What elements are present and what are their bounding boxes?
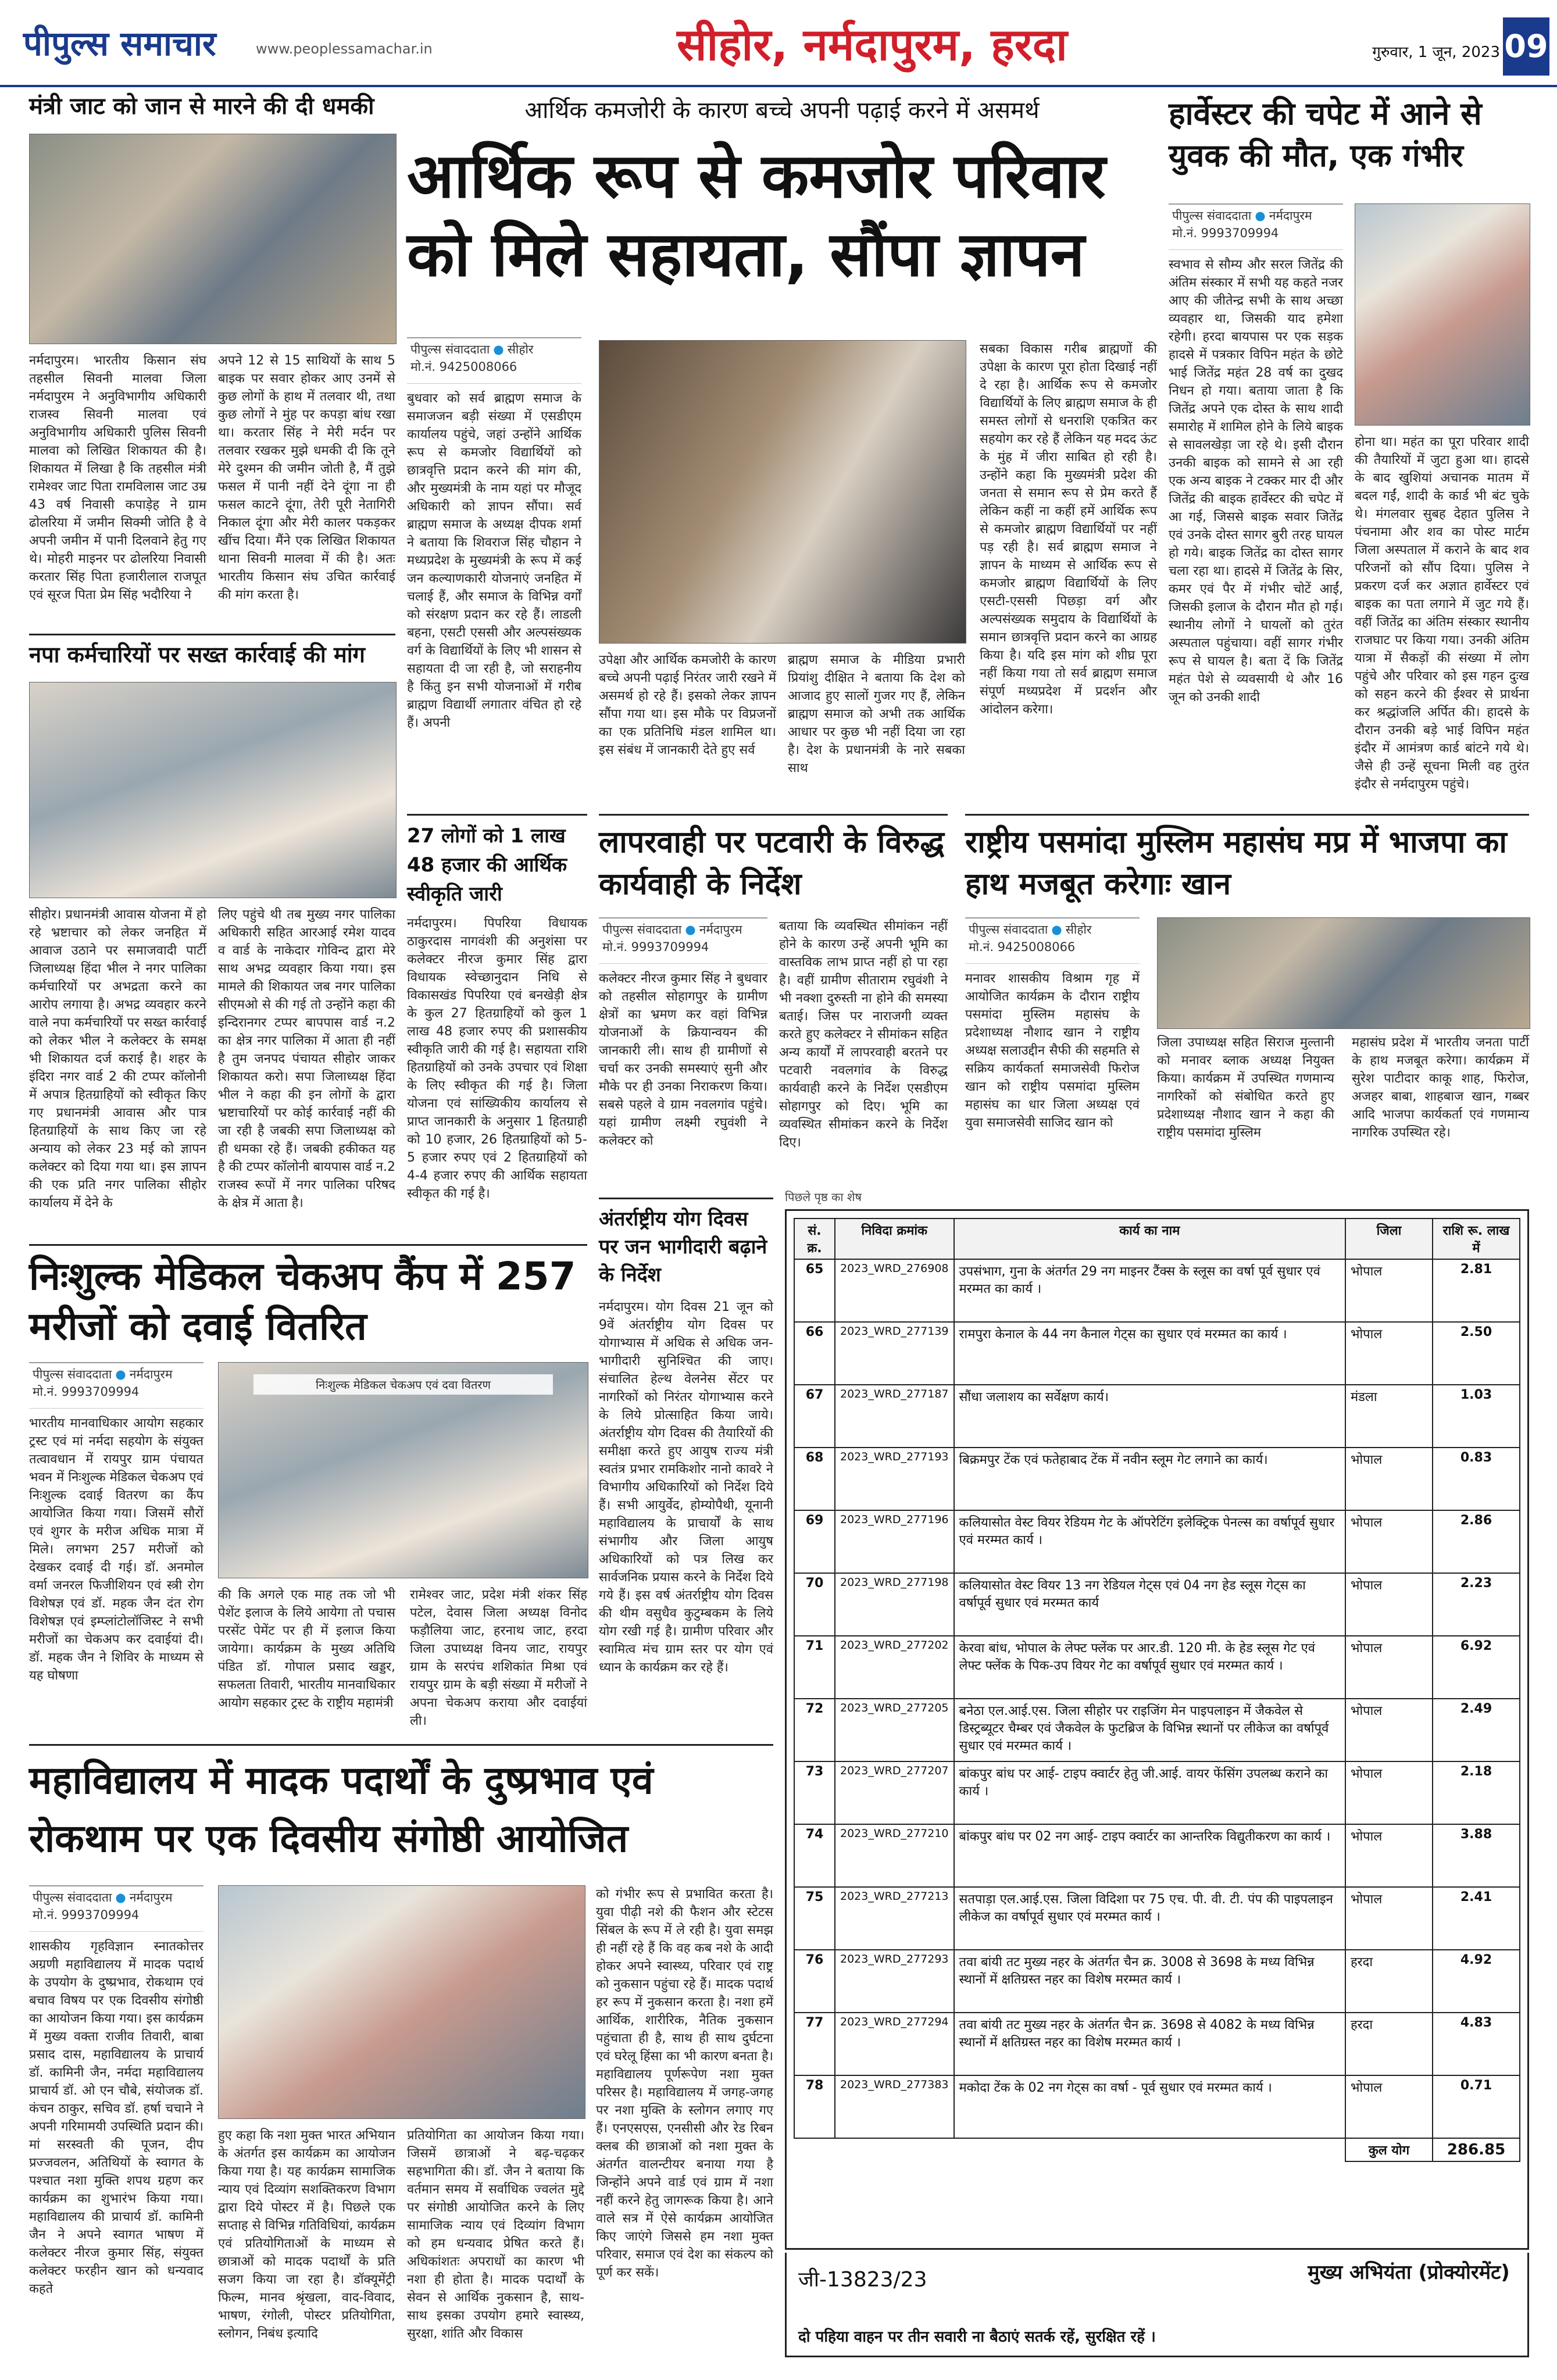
story-patwari-action <box>599 814 948 1186</box>
story-body: नर्मदापुरम। पिपरिया विधायक ठाकुरदास नागवंशी की अनुशंसा पर कलेक्टर नीरज कुमार सिंह द्वारा विधायक स्वेच्छानुदान निधि से विकासखंड पिपरिया एवं बनखेड़ी क्षेत्र के कुल 27 हितग्राहियों को कुल 1 लाख 48 हजार रुपए की प्रशासकीय स्वीकृति जारी की गई है। सहायता राशि हितग्राहियों को उनके उपचार एवं शिक्षा के लिए स्वीकृत की गई है। जिला योजना एवं सांख्यिकीय कार्यालय से प्राप्त जानकारी के अनुसार 1 हितग्राही को 10 हजार, 26 हितग्राहियों को 5-5 हजार रुपए एवं 2 हितग्राहियों को 4-4 हजार रुपए की आर्थिक सहायता स्वीकृत की गई है। <box>407 916 587 1201</box>
byline <box>29 1885 203 1932</box>
cell-sn: 70 <box>794 1573 835 1636</box>
headline: अंतर्राष्ट्रीय योग दिवस पर जन भागीदारी बढ़ाने के निर्देश <box>599 1207 767 1287</box>
story-column: ब्राह्मण समाज के मीडिया प्रभारी प्रियांशु दीक्षित ने बताया कि देश को आजाद हुए सालों गुजर गए हैं, लेकिन ब्राह्मण समाज को अभी तक आर्थिक आधार पर कुछ भी नहीं दिया जा रहा है। देश के प्रधानमंत्री के नारे सबका साथ <box>788 653 965 776</box>
cell-amount: 2.23 <box>1433 1573 1520 1636</box>
cell-amount: 2.41 <box>1433 1887 1520 1950</box>
header-sn: सं. क्र. <box>794 1218 835 1259</box>
photo-mahasangh-event <box>1157 917 1530 1029</box>
cell-sn: 71 <box>794 1636 835 1699</box>
headline: नपा कर्मचारियों पर सख्त कार्रवाई की मांग <box>29 642 365 667</box>
cell-tender-no: 2023_WRD_277193 <box>835 1448 954 1510</box>
story-body: नर्मदापुरम। योग दिवस 21 जून को 9वें अंतर्राष्ट्रीय योग दिवस पर योगाभ्यास में अधिक से अधिक जन-भागीदारी सुनिश्चित की जाए। संचालित हेल्थ वेलनेस सेंटर पर नागरिकों को निरंतर योगाभ्यास करने के लिये प्रोत्साहित किया जाये। अंतर्राष्ट्रीय योग दिवस की तैयारियों की समीक्षा करते हुए आयुष राज्य मंत्री स्वतंत्र प्रभार रामकिशोर नानो कावरे ने विभागीय अधिकारियों को निर्देश दिये हैं। सभी आयुर्वेद, होम्योपैथी, यूनानी महाविद्यालय के प्राचार्यों के साथ संभागीय और जिला आयुष अधिकारियों को पत्र लिख कर सार्वजनिक प्रयास करने के निर्देश दिये गये हैं। इस वर्ष अंतर्राष्ट्रीय योग दिवस की थीम वसुधैव कुटुम्बकम के लिये योग रखी गई है। ग्रामीण परिवार और स्वामित्व मंच ग्राम स्तर पर योग एवं ध्यान के कार्यक्रम कर रहे हैं। <box>599 1300 773 1675</box>
cell-district: हरदा <box>1345 2013 1433 2075</box>
cell-sn: 74 <box>794 1824 835 1887</box>
cell-district: भोपाल <box>1345 1322 1433 1385</box>
story-column: स्वभाव से सौम्य और सरल जितेंद्र की अंतिम संस्कार में सभी यह कहते नजर आए की जीतेन्द्र सभी के साथ अच्छा व्यवहार था, जिसकी याद हमेशा रहेगी। हरदा बायपास पर एक सड़क हादसे में पत्रकार विपिन महंत के छोटे भाई जितेंद्र महंत 28 वर्ष का दुखद निधन हो गया। बताया जाता है कि जितेंद्र अपने एक दोस्त के साथ शादी समारोह में शामिल होने के लिये बाइक से सावलखेड़ा जा रहे थे। इसी दौरान उनकी बाइक को सामने से आ रही एक अन्य बाइक ने टक्कर मार दी और जितेंद्र की बाइक हार्वेस्टर की चपेट में आ गई, जिससे बाइक सवार जितेंद्र एवं उनके दोस्त सागर बुरी तरह घायल हो गये। बाइक जितेंद्र का दोस्त सागर चला रहा था। हादसे में जितेंद्र के सिर, कमर एवं पैर में गंभीर चोटें आईं, जिसकी इलाज के दौरान मौत हो गई। स्थानीय लोगों ने घायलों को तुरंत अस्पताल पहुंचाया। वहीं सागर गंभीर रूप से घायल है। बता दें कि जितेंद्र महंत पेशे से व्यवसायी थे और 16 जून को उनकी शादी <box>1169 258 1343 705</box>
headline: लापरवाही पर पटवारी के विरुद्ध कार्यवाही के निर्देश <box>599 825 945 902</box>
mobile: मो.नं. 9425008066 <box>410 360 517 374</box>
story-column: होना था। महंत का पूरा परिवार शादी की तैयारियों में जुटा हुआ था। हादसे के बाद खुशियां अचानक मातम में बदल गईं, शादी के कार्ड भी बंट चुके थे। मंगलवार सुबह देहात पुलिस ने पंचनामा और शव का पोस्ट मार्टम जिला अस्पताल में कराने के बाद शव परिजनों को सौंप दिया। पुलिस ने प्रकरण दर्ज कर अज्ञात हार्वेस्टर एवं बाइक का पता लगाने में जुट गये हैं। वहीं जितेंद्र का अंतिम संस्कार स्थानीय राजघाट पर किया गया। उनकी अंतिम यात्रा में सैकड़ों की संख्या में लोग पहुंचे और परिवार को इस गहन दुःख को सहन करने की ईश्वर से प्रार्थना कर श्रद्धांजलि अर्पित की। हादसे के दौरान उनकी बड़े भाई विपिन महंत इंदौर में आमंत्रण कार्ड बांटने गये थे। जैसे ही उन्हें सूचना मिली वह तुरंत इंदौर से नर्मदापुरम पहुंचे। <box>1355 435 1529 792</box>
byline <box>1169 203 1343 250</box>
cell-sn: 75 <box>794 1887 835 1950</box>
tender-footer <box>785 2253 1529 2357</box>
story-column: बताया कि व्यवस्थित सीमांकन नहीं होने के कारण उन्हें अपनी भूमि का वास्तविक लाभ प्राप्त नहीं हो पा रहा है। वहीं ग्रामीण सीताराम रघुवंशी ने भी नक्शा दुरुस्ती ना होने की समस्या बताई। जिस पर नाराजगी व्यक्त करते हुए कलेक्टर ने सीमांकन सहित अन्य कार्यों में लापरवाही बरतने पर पटवारी नवलगांव के विरुद्ध कार्यवाही करने के निर्देश एसडीएम सोहागपुर को दिए। भूमि का व्यवस्थित सीमांकन करने के निर्देश दिए। <box>779 919 948 1150</box>
cell-district: भोपाल <box>1345 1699 1433 1761</box>
byline <box>599 917 767 964</box>
story-column: लिए पहुंचे थी तब मुख्य नगर पालिका अधिकारी सहित आरआई रमेश यादव व वार्ड के नाकेदार गोविन्द द्वारा मेरे साथ अभद्र व्यवहार किया गया। इस मामले की शिकायत जब नगर पालिका सीएमओ से की गई तो उन्होंने कहा की इन्दिरानगर टप्पर बापपास वार्ड न.2 का क्षेत्र नगर पालिका में आता ही नहीं है तुम जनपद पंचायत सीहोर जाकर शिकायत करो। सपा जिलाध्यक्ष हिंदा भील ने कहा की इन लोगों के द्वारा भ्रष्टाचारियों पर कोई कार्रवाई नहीं की जा रही है जबकी सपा जिलाध्यक्ष को ही धमका रहे हैं। जबकी हकीकत यह है की टप्पर कॉलोनी बायपास वार्ड न.2 राजस्व रूपों में नगर पालिका परिषद के क्षेत्र में आता है। <box>218 907 395 1210</box>
cell-amount: 6.92 <box>1433 1636 1520 1699</box>
cell-district: भोपाल <box>1345 1887 1433 1950</box>
cell-amount: 0.83 <box>1433 1448 1520 1510</box>
dot: ● <box>1255 209 1266 223</box>
cell-tender-no: 2023_WRD_277198 <box>835 1573 954 1636</box>
cell-tender-no: 2023_WRD_277196 <box>835 1510 954 1573</box>
cell-sn: 68 <box>794 1448 835 1510</box>
dot: ● <box>115 1367 126 1381</box>
story-pasmanda-mahasangh <box>965 814 1529 1186</box>
byline <box>29 1362 203 1409</box>
story-column: कलेक्टर नीरज कुमार सिंह ने बुधवार को तहसील सोहागपुर के ग्रामीण क्षेत्रों का भ्रमण कर वहां विभिन्न योजनाओं के क्रियान्वयन की जानकारी ली। साथ ही ग्रामीणों से चर्चा कर उनकी समस्याएं सुनी और मौके पर ही उनका निराकरण किया। सबसे पहले वे ग्राम नवलगांव पहुंचे। यहां ग्रामीण लक्ष्मी रघुवंशी ने कलेक्टर को <box>599 971 767 1148</box>
story-column: नर्मदापुरम। भारतीय किसान संघ तहसील सिवनी मालवा जिला नर्मदापुरम ने अनुविभागीय अधिकारी राजस्व सिवनी मालवा एवं अनुविभागीय अधिकारी पुलिस सिवनी मालवा को लिखित शिकायत की है। शिकायत में लिखा है कि तहसील मंत्री रामेश्वर जाट पिता रामविलास जाट उम्र 43 वर्ष निवासी कपाड़ेह ने ग्राम ढोलरिया में जमीन सिक्मी जोति है वे अपनी जमीन में पानी दिलवाने हेतु गए थे। मोहरी माइनर पर ढोलरिया निवासी करतार सिंह पिता हजारीलाल राजपूत एवं सूरज पिता प्रेम सिंह भदौरिया ने <box>29 353 206 602</box>
cell-amount: 4.83 <box>1433 2013 1520 2075</box>
cell-tender-no: 2023_WRD_277207 <box>835 1761 954 1824</box>
cell-work: बनेठा एल.आई.एस. जिला सीहोर पर राइजिंग मेन पाइपलाइन में जैकवेल से डिस्ट्रब्यूटर चैम्बर एवं जैकवेल के फुटब्रिज के विभिन्न स्थानों पर लीकेज का वर्षापूर्व सुधार एवं मरम्मत कार्य । <box>954 1699 1345 1761</box>
photo-office-meeting <box>29 682 397 898</box>
cell-district: भोपाल <box>1345 2075 1433 2138</box>
dot: ● <box>685 923 696 937</box>
headline: मंत्री जाट को जान से मारने की दी धमकी <box>29 93 374 120</box>
story-column: सबका विकास गरीब ब्राह्मणों की उपेक्षा के कारण पूरा होता दिखाई नहीं दे रहा है। आर्थिक रूप से कमजोर विद्यार्थियों के लिए ब्राह्मण समाज के ही समस्त लोगों से धनराशि एकत्रित कर सहयोग कर रहे हैं लेकिन यह मदद ऊंट के मुंह में जीरा साबित हो रही है। उन्होंने कहा कि मुख्यमंत्री प्रदेश की जनता से समान रूप से प्रेम करते हैं लेकिन कहीं ना कहीं हमें आर्थिक रूप से कमजोर ब्राह्मण विद्यार्थियों पर नहीं पड़ रही है। सर्व ब्राह्मण समाज ने ज्ञापन के माध्यम से आर्थिक रूप से कमजोर ब्राह्मण विद्यार्थियों के लिए एसटी-एससी पिछड़ा वर्ग और अल्पसंख्यक समुदाय के विद्यार्थियों के समान छात्रवृत्ति प्रदान करने का आग्रह किया है। यदि इस मांग को शीघ्र पूरा नहीं किया गया तो सर्व ब्राह्मण समाज संपूर्ण मध्यप्रदेश में प्रदर्शन और आंदोलन करेगा। <box>980 342 1157 717</box>
engineer-signature: मुख्य अभियंता (प्रोक्योरमेंट) <box>1308 2261 1510 2284</box>
cell-work: उपसंभाग, गुना के अंतर्गत 29 नग माइनर टैंक्स के स्लूस का वर्षा पूर्व सुधार एवं मरम्मत का कार्य । <box>954 1259 1345 1322</box>
story-column: की कि अगले एक माह तक जो भी पेशेंट इलाज के लिये आयेगा तो पचास परसेंट पेमेंट पर ही में इलाज किया जायेगा। कार्यक्रम के मुख्य अतिथि पंडित डॉ. गोपाल प्रसाद खड्डर, सफलता तिवारी, भारतीय मानवाधिकार आयोग सहकार ट्रस्ट के राष्ट्रीय महामंत्री <box>218 1588 395 1710</box>
byline-name: पीपुल्स संवाददाता <box>602 923 682 937</box>
byline-name: पीपुल्स संवाददाता <box>1172 209 1252 223</box>
story-column: बुधवार को सर्व ब्राह्मण समाज के समाजजन बड़ी संख्या में एसडीएम कार्यालय पहुंचे, जहां उन्होंने आर्थिक रूप से कमजोर विद्यार्थियों को छात्रवृत्ति प्रदान करने की मांग की, और मुख्यमंत्री के नाम यहां पर मौजूद अधिकारी को ज्ञापन सौंपा। सर्व ब्राह्मण समाज के अध्यक्ष दीपक शर्मा ने बताया कि शिवराज सिंह चौहान ने मध्यप्रदेश के मुख्यमंत्री के रूप में कई जन कल्याणकारी योजनाएं जनहित में चलाई हैं, और समाज के विभिन्न वर्गों को संरक्षण प्रदान कर रहे हैं। लाडली बहना, एसटी एससी और अल्पसंख्यक वर्ग के विद्यार्थियों के लिए भी शासन से सहायता दी जा रही है, जो सराहनीय है किंतु इन सभी योजनाओं में गरीब ब्राह्मण विद्यार्थी लगातार वंचित हो रहे हैं। अपनी <box>407 391 581 730</box>
story-column: महासंघ प्रदेश में भारतीय जनता पार्टी के हाथ मजबूत करेगा। कार्यक्रम में सुरेश पाटीदार काकू शाह, फिरोज, अजहर बाबा, शाहबाज खान, गब्बर आदि भाजपा कार्यकर्ता एवं गणमान्य नागरिक उपस्थित रहे। <box>1352 1035 1529 1140</box>
byline-place: नर्मदापुरम <box>129 1367 173 1381</box>
cell-sn: 67 <box>794 1385 835 1448</box>
headline: राष्ट्रीय पसमांदा मुस्लिम महासंघ मप्र में भाजपा का हाथ मजबूत करेगाः खान <box>965 825 1507 902</box>
story-column: भारतीय मानवाधिकार आयोग सहकार ट्रस्ट एवं मां नर्मदा सहयोग के संयुक्त तत्वावधान में रायपुर ग्राम पंचायत भवन में निःशुल्क मेडिकल चेकअप एवं निःशुल्क दवाई वितरण का कैंप आयोजित किया गया। जिसमें सौरों एवं शुगर के मरीज अधिक मात्रा में मिले। लगभग 257 मरीजों को देखकर दवाई दी गई। डॉ. अनमोल वर्मा जनरल फिजीशियन एवं स्त्री रोग विशेषज्ञ एवं डॉ. महक जैन दंत रोग विशेषज्ञ एवं इम्प्लांटोलॉजिस्ट ने सभी मरीजों का चेकअप कर दवाईयां दी। डॉ. महक जैन ने शिविर के माध्यम से यह घोषणा <box>29 1416 203 1683</box>
safety-slogan: दो पहिया वाहन पर तीन सवारी ना बैठाएं सतर्क रहें, सुरक्षित रहें । <box>798 2328 1156 2346</box>
story-column: उपेक्षा और आर्थिक कमजोरी के कारण बच्चे अपनी पढ़ाई निरंतर जारी रखने में असमर्थ हो रहे हैं। इसको लेकर ज्ञापन सौंपा गया था। इस मौके पर विप्रजनों का एक प्रतिनिधि मंडल शामिल था। इस संबंध में जानकारी देते हुए सर्व <box>599 653 776 757</box>
headline: महाविद्यालय में मादक पदार्थों के दुष्प्रभाव एवं रोकथाम पर एक दिवसीय संगोष्ठी आयोजित <box>29 1758 653 1861</box>
cell-work: बिक्रमपुर टेंक एवं फतेहाबाद टेंक में नवीन स्लूम गेट लगाने का कार्य। <box>954 1448 1345 1510</box>
masthead <box>0 0 1557 87</box>
table-row <box>794 1448 1520 1510</box>
story-brahmin-memorandum <box>407 93 1157 808</box>
byline-place: सीहोर <box>1065 923 1092 937</box>
story-column: जिला उपाध्यक्ष सहित सिराज मुल्तानी को मनावर ब्लाक अध्यक्ष नियुक्त किया। कार्यक्रम में उपस्थित गणमान्य नागरिकों को संबोधित करते हुए प्रदेशाध्यक्ष नौशाद खान ने कहा की राष्ट्रीय पसमांदा मुस्लिम <box>1157 1035 1334 1140</box>
mobile: मो.नं. 9993709994 <box>1172 226 1279 240</box>
cell-district: भोपाल <box>1345 1761 1433 1824</box>
cell-work: सतपाड़ा एल.आई.एस. जिला विदिशा पर 75 एच. पी. वी. टी. पंप की पाइपलाइन लीकेज का वर्षापूर्व सुधार एवं मरम्मत कार्य । <box>954 1887 1345 1950</box>
cell-district: भोपाल <box>1345 1259 1433 1322</box>
cell-tender-no: 2023_WRD_277202 <box>835 1636 954 1699</box>
continued-label: पिछले पृष्ठ का शेष <box>785 1190 862 1204</box>
cell-district: मंडला <box>1345 1385 1433 1448</box>
page-number: 09 <box>1503 17 1549 76</box>
cell-tender-no: 2023_WRD_277187 <box>835 1385 954 1448</box>
photo-medical-camp <box>218 1362 588 1578</box>
cell-amount: 4.92 <box>1433 1950 1520 2013</box>
story-harvester-accident <box>1169 93 1529 808</box>
byline-place: सीहोर <box>507 342 534 356</box>
cell-work: मकोदा टेंक के 02 नग गेट्स का वर्षा - पूर्व सुधार एवं मरम्मत कार्य । <box>954 2075 1345 2138</box>
story-column: अपने 12 से 15 साथियों के साथ 5 बाइक पर सवार होकर आए उनमें से कुछ लोगों के हाथ में तलवार थी, तथा कुछ लोगों ने मुंह पर कपड़ा बांध रखा था। करतार सिंह ने मेरी मर्दन पर तलवार रखकर मुझे धमकी दी कि तूने मेरे दुश्मन की जमीन जोती है, मैं तुझे फसल में पानी नहीं देने दूंगा ना ही फसल काटने दूंगा, तेरी पूरी नेतागिरी निकाल दूंगा और मेरी कालर पकड़कर खींच दिया। मैंने एक लिखित शिकायत थाना सिवनी मालवा में की है। अतः भारतीय किसान संघ उचित कार्रवाई की मांग करता है। <box>218 353 395 602</box>
total-row <box>794 2138 1520 2161</box>
mobile: मो.नं. 9993709994 <box>33 1908 140 1922</box>
story-column: सीहोर। प्रधानमंत्री आवास योजना में हो रहे भ्रष्टाचार को लेकर जनहित में आवाज उठाने पर समाजवादी पार्टी जिलाध्यक्ष हिंदा भील ने नगर पालिका कर्मचारियों पर अभद्रता करने का आरोप लगाया है। अभद्र व्यवहार करने वाले नपा कर्मचारियों पर सख्त कार्रवाई को लेकर भील ने कलेक्टर के समक्ष भी शिकायत दर्ज कराई है। शहर के इंदिरा नगर वार्ड 2 की टप्पर कॉलोनी में अपात्र हितग्राहियों को स्वीकृत किए गए प्रधानमंत्री आवास और पात्र हितग्राहियों के साथ किए जा रहे अन्याय को लेकर 23 मई को ज्ञापन कलेक्टर को दिया गया था। इस ज्ञापन की एक प्रति नगर पालिका सीहोर कार्यालय में देने के <box>29 907 206 1210</box>
byline-place: नर्मदापुरम <box>699 923 742 937</box>
headline: निःशुल्क मेडिकल चेकअप कैंप में 257 मरीजों को दवाई वितरित <box>29 1254 576 1349</box>
cell-district: भोपाल <box>1345 1573 1433 1636</box>
byline-name: पीपुल्स संवाददाता <box>969 923 1048 937</box>
byline-place: नर्मदापुरम <box>129 1891 173 1904</box>
section-title: सीहोर, नर्मदापुरम, हरदा <box>677 19 1067 70</box>
story-medical-camp <box>29 1244 587 1732</box>
headline: हार्वेस्टर की चपेट में आने से युवक की मौत, एक गंभीर <box>1169 95 1482 174</box>
cell-work: बांकपुर बांध पर 02 नग आई- टाइप क्वार्टर का आन्तरिक विद्युतीकरण का कार्य । <box>954 1824 1345 1887</box>
story-financial-aid <box>407 814 587 1291</box>
table-row <box>794 1761 1520 1824</box>
cell-work: तवा बांयी तट मुख्य नहर के अंतर्गत चैन क्र. 3008 से 3698 के मध्य विभिन्न स्थानों में क्षतिग्रस्त नहर का विशेष मरम्मत कार्य । <box>954 1950 1345 2013</box>
cell-district: भोपाल <box>1345 1824 1433 1887</box>
cell-amount: 1.03 <box>1433 1385 1520 1448</box>
page-date: गुरुवार, 1 जून, 2023 <box>1372 44 1500 61</box>
banner-caption: निःशुल्क मेडिकल चेकअप एवं दवा वितरण <box>253 1374 553 1395</box>
cell-tender-no: 2023_WRD_277294 <box>835 2013 954 2075</box>
cell-work: सौंधा जलाशय का सर्वेक्षण कार्य। <box>954 1385 1345 1448</box>
story-minister-threat <box>29 93 395 634</box>
cell-work: तवा बांयी तट मुख्य नहर के अंतर्गत चैन क्र. 3698 से 4082 के मध्य विभिन्न स्थानों में क्षतिग्रस्त नहर का विशेष मरम्मत कार्य । <box>954 2013 1345 2075</box>
cell-sn: 72 <box>794 1699 835 1761</box>
dot: ● <box>493 342 504 356</box>
photo-victim-portrait <box>1355 203 1530 426</box>
cell-tender-no: 2023_WRD_277293 <box>835 1950 954 2013</box>
byline-name: पीपुल्स संवाददाता <box>33 1891 112 1904</box>
mobile: मो.नं. 9993709994 <box>33 1385 140 1399</box>
story-column: शासकीय गृहविज्ञान स्नातकोत्तर अग्रणी महाविद्यालय में मादक पदार्थ के उपयोग के दुष्प्रभाव, रोकथाम एवं बचाव विषय पर एक दिवसीय संगोष्ठी का आयोजन किया गया। इस कार्यक्रम में मुख्य वक्ता राजीव तिवारी, बाबा प्रसाद दास, महाविद्यालय के प्राचार्य डॉ. कामिनी जैन, नर्मदा महाविद्यालय प्राचार्य डॉ. ओ एन चौबे, संयोजक डॉ. कंचन ठाकुर, सचिव डॉ. हर्षा चचाने ने अपनी गरिमामयी उपस्थिति प्रदान की। मां सरस्वती की पूजन, दीप प्रज्जवलन, अतिथियों के स्वागत के पश्चात नशा मुक्ति शपथ ग्रहण कर कार्यक्रम का शुभारंभ किया गया। महाविद्यालय की प्राचार्य डॉ. कामिनी जैन ने अपने स्वागत भाषण में कलेक्टर नीरज कुमार सिंह, संयुक्त कलेक्टर फरहीन खान को धन्यवाद कहते <box>29 1939 203 2296</box>
cell-work: रामपुरा केनाल के 44 नग कैनाल गेट्स का सुधार एवं मरम्मत का कार्य । <box>954 1322 1345 1385</box>
cell-amount: 2.49 <box>1433 1699 1520 1761</box>
table-row <box>794 1887 1520 1950</box>
cell-amount: 2.18 <box>1433 1761 1520 1824</box>
cell-work: बांकपुर बांध पर आई- टाइप क्वार्टर हेतु जी.आई. वायर फेंसिंग उपलब्ध कराने का कार्य । <box>954 1761 1345 1824</box>
story-column: मनावर शासकीय विश्राम गृह में आयोजित कार्यक्रम के दौरान राष्ट्रीय पसमांदा मुस्लिम महासंघ के प्रदेशाध्यक्ष नौशाद खान ने राष्ट्रीय अध्यक्ष सलाउद्दीन सैफी की सहमति से सक्रिय कार्यकर्ता समाजसेवी फिरोज खान को राष्ट्रीय पसमांदा मुस्लिम महासंघ का धार जिला अध्यक्ष एवं युवा समाजसेवी साजिद खान को <box>965 971 1140 1130</box>
table-row <box>794 1573 1520 1636</box>
tender-table <box>794 1218 1520 2162</box>
byline-place: नर्मदापुरम <box>1269 209 1312 223</box>
story-column: को गंभीर रूप से प्रभावित करता है। युवा पीढ़ी नशे की फैशन और स्टेटस सिंबल के रूप में ले रही है। युवा समझ ही नहीं रहे हैं कि वह कब नशे के आदी होकर अपने स्वास्थ्य, परिवार एवं राष्ट्र को नुकसान पहुंचा रहे हैं। मादक पदार्थ हर रूप में नुकसान करता है। नशा हमें आर्थिक, शारीरिक, नैतिक नुकसान पहुंचाता ही है, साथ ही साथ दुर्घटना एवं घरेलू हिंसा का भी कारण बनता है। महाविद्यालय पूर्णरूपेण नशा मुक्त परिसर है। महाविद्यालय में जगह-जगह पर नशा मुक्ति के स्लोगन लगाए गए हैं। एनएसएस, एनसीसी और रेड रिबन क्लब की छात्राओं को नशा मुक्त के अंतर्गत वालन्टीयर बनाया गया है जिन्होंने अपने वार्ड एवं ग्राम में नशा नहीं करने हेतु जागरूक किया है। आने वाले सत्र में ऐसे कार्यक्रम आयोजित किए जाएंगे जिससे हम नशा मुक्त परिवार, समाज एवं देश का संकल्प को पूर्ण कर सकें। <box>596 1887 773 2280</box>
cell-sn: 78 <box>794 2075 835 2138</box>
cell-sn: 69 <box>794 1510 835 1573</box>
tender-notice <box>785 1189 1529 2363</box>
table-row <box>794 2013 1520 2075</box>
story-column: रामेश्वर जाट, प्रदेश मंत्री शंकर सिंह पटेल, देवास जिला अध्यक्ष विनोद फड़ौलिया जाट, हरनाथ जाट, हरदा जिला उपाध्यक्ष विनय जाट, रायपुर ग्राम के सरपंच शशिकांत मिश्रा एवं रायपुर ग्राम के बड़ी संख्या में मरीजों ने अपना चेकअप कराया और दवाईयां ली। <box>410 1588 587 1728</box>
cell-sn: 73 <box>794 1761 835 1824</box>
story-college-seminar <box>29 1744 773 2360</box>
table-row <box>794 1699 1520 1761</box>
cell-district: भोपाल <box>1345 1510 1433 1573</box>
cell-amount: 2.50 <box>1433 1322 1520 1385</box>
table-row <box>794 1950 1520 2013</box>
table-row <box>794 1636 1520 1699</box>
table-row <box>794 1322 1520 1385</box>
byline-name: पीपुल्स संवाददाता <box>410 342 490 356</box>
mobile: मो.नं. 9993709994 <box>602 940 709 954</box>
header-tender-no: निविदा क्रमांक <box>835 1218 954 1259</box>
cell-sn: 65 <box>794 1259 835 1322</box>
tender-table-box <box>785 1209 1529 2250</box>
cell-tender-no: 2023_WRD_277213 <box>835 1887 954 1950</box>
byline-name: पीपुल्स संवाददाता <box>33 1367 112 1381</box>
cell-amount: 0.71 <box>1433 2075 1520 2138</box>
tender-ref: जी-13823/23 <box>798 2268 927 2292</box>
cell-work: केरवा बांध, भोपाल के लेफ्ट फ्लेंक पर आर.डी. 120 मी. के हेड स्लूस गेट एवं लेफ्ट फ्लेंक के पिक-उप वियर गेट का वर्षापूर्व सुधार एवं मरम्मत कार्य । <box>954 1636 1345 1699</box>
kicker: आर्थिक कमजोरी के कारण बच्चे अपनी पढ़ाई करने में असमर्थ <box>524 97 1040 124</box>
cell-sn: 76 <box>794 1950 835 2013</box>
header-district: जिला <box>1345 1218 1433 1259</box>
cell-district: भोपाल <box>1345 1636 1433 1699</box>
story-column: प्रतियोगिता का आयोजन किया गया। जिसमें छात्राओं ने बढ़-चढ़कर सहभागिता की। डॉ. जैन ने बताया कि वर्तमान समय में सर्वाधिक ज्वलंत मुद्दे पर संगोष्ठी आयोजित करने के लिए सामाजिक न्याय एवं दिव्यांग विभाग को हम धन्यवाद प्रेषित करते हैं। अधिकांशतः अपराधों का कारण भी नशा ही होता है। मादक पदार्थों के सेवन से आर्थिक नुकसान है, साथ-साथ इसका उपयोग हमारे स्वास्थ्य, सुरक्षा, शांति और विकास <box>407 2128 584 2341</box>
cell-district: भोपाल <box>1345 1448 1433 1510</box>
table-row <box>794 1510 1520 1573</box>
table-row <box>794 2075 1520 2138</box>
photo-seminar-award <box>218 1885 585 2119</box>
cell-work: कलियासोत वेस्ट वियर 13 नग रेडियल गेट्स एवं 04 नग हेड स्लूस गेट्स का वर्षापूर्व सुधार एवं मरम्मत कार्य <box>954 1573 1345 1636</box>
website[interactable]: www.peoplessamachar.in <box>256 41 433 57</box>
cell-work: कलियासोत वेस्ट वियर रेडियम गेट के ऑपरेटिंग इलेक्ट्रिक पेनल्स का वर्षापूर्व सुधार एवं मरम्मत कार्य । <box>954 1510 1345 1573</box>
cell-amount: 2.81 <box>1433 1259 1520 1322</box>
logo-text: पीपुल्स समाचार <box>23 24 216 63</box>
cell-tender-no: 2023_WRD_277205 <box>835 1699 954 1761</box>
cell-tender-no: 2023_WRD_276908 <box>835 1259 954 1322</box>
cell-sn: 66 <box>794 1322 835 1385</box>
cell-amount: 2.86 <box>1433 1510 1520 1573</box>
total-label: कुल योग <box>1345 2138 1433 2161</box>
headline: 27 लोगों को 1 लाख 48 हजार की आर्थिक स्वीकृति जारी <box>407 824 567 906</box>
logo <box>23 17 267 70</box>
header-work: कार्य का नाम <box>954 1218 1345 1259</box>
headline: आर्थिक रूप से कमजोर परिवार को मिले सहायता, सौंपा ज्ञापन <box>407 140 1106 290</box>
story-npa-action <box>29 634 395 1210</box>
cell-tender-no: 2023_WRD_277139 <box>835 1322 954 1385</box>
dot: ● <box>115 1891 126 1904</box>
table-header-row <box>794 1218 1520 1259</box>
byline <box>965 917 1140 964</box>
cell-tender-no: 2023_WRD_277210 <box>835 1824 954 1887</box>
total-amount: 286.85 <box>1433 2138 1520 2161</box>
dot: ● <box>1051 923 1062 937</box>
cell-district: हरदा <box>1345 1950 1433 2013</box>
table-row <box>794 1824 1520 1887</box>
header-amount: राशि रू. लाख में <box>1433 1218 1520 1259</box>
story-column: हुए कहा कि नशा मुक्त भारत अभियान के अंतर्गत इस कार्यक्रम का आयोजन किया गया है। यह कार्यक्रम सामाजिक न्याय एवं दिव्यांग सशक्तिकरण विभाग द्वारा दिये पोस्टर में है। पिछले एक सप्ताह से विभिन्न गतिविधियां, कार्यक्रम एवं प्रतियोगिताओं के माध्यम से छात्राओं को मादक पदार्थों के प्रति सजग किया जा रहा है। डॉक्यूमेंट्री फिल्म, मानव श्रृंखला, वाद-विवाद, भाषण, रंगोली, पोस्टर प्रतियोगिता, स्लोगन, निबंध इत्यादि <box>218 2128 395 2341</box>
byline <box>407 337 581 384</box>
table-row <box>794 1385 1520 1448</box>
cell-tender-no: 2023_WRD_277383 <box>835 2075 954 2138</box>
table-row <box>794 1259 1520 1322</box>
cell-sn: 77 <box>794 2013 835 2075</box>
photo-memorandum-group <box>599 340 966 644</box>
mobile: मो.नं. 9425008066 <box>969 940 1076 954</box>
story-yoga-day <box>599 1198 773 1744</box>
cell-amount: 3.88 <box>1433 1824 1520 1887</box>
photo-memorandum <box>29 134 397 344</box>
